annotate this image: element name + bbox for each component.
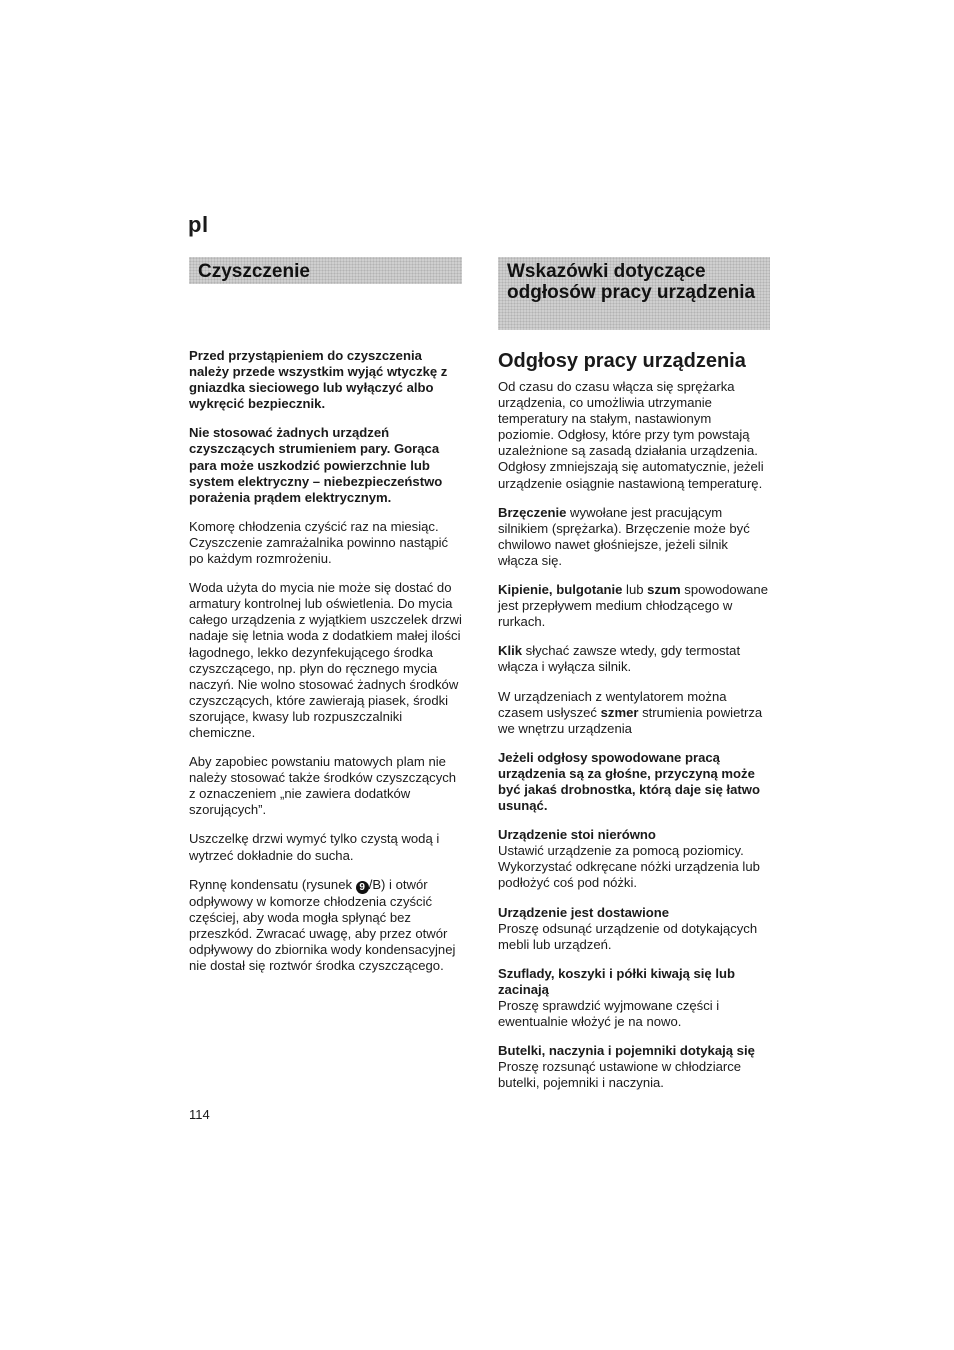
steam-warning: Nie stosować żadnych urządzeń czyszczących strumieniem pary. Gorąca para może uszkodzić powierzchnie lub system elektryczny – niebezpieczeństwo porażenia prądem elektrycznym.	[189, 425, 443, 505]
troubleshooting-item-heading: Urządzenie stoi nierówno	[498, 827, 656, 843]
condensate-text-end: /B) i otwór odpływowy w komorze chłodzenia czyścić częściej, aby woda mogła spłynąć bez przeszkód. Zwracać uwagę, aby przez otwór odpływowy do zbiornika wody kondensacyjnej nie dostał się roztwór środka czyszczącego.	[189, 876, 456, 973]
troubleshooting-item	[498, 827, 770, 891]
door-seal-note: Uszczelkę drzwi wymyć tylko czystą wodą i wytrzeć dokładnie do sucha.	[189, 831, 440, 863]
noise-heading: Wskazówki dotyczące odgłosów pracy urządzenia	[498, 257, 770, 330]
condensate-note	[189, 877, 462, 974]
troubleshooting-item-heading: Urządzenie jest dostawione	[498, 904, 669, 920]
hum-term: szum	[647, 582, 681, 598]
condensate-text-start: Rynnę kondensatu (rysunek	[189, 876, 356, 892]
noise-title: Odgłosy pracy urządzenia	[498, 350, 746, 372]
matte-stains-note: Aby zapobiec powstaniu matowych plam nie należy stosować także środków czyszczących z oznaczeniem „nie zawiera dodatków szorujących”.	[189, 754, 457, 818]
troubleshooting-item-text: Proszę sprawdzić wyjmowane części i ewentualnie włożyć je na nowo.	[498, 998, 720, 1030]
troubleshooting-item-text: Proszę odsunąć urządzenie od dotykających mebli lub urządzeń.	[498, 920, 758, 952]
troubleshooting-item	[498, 966, 770, 1030]
cleaning-body	[189, 348, 462, 974]
troubleshooting-item	[498, 905, 770, 953]
fan-text-start: W urządzeniach z wentylatorem można czasem usłyszeć	[498, 688, 727, 720]
troubleshooting-item-heading: Szuflady, koszyki i półki kiwają się lub zacinają	[498, 965, 735, 997]
boil-term: Kipienie, bulgotanie	[498, 582, 623, 598]
noise-body	[498, 349, 770, 1091]
fan-text-end: strumienia powietrza we wnętrzu urządzenia	[498, 704, 763, 736]
fan-paragraph	[498, 689, 770, 737]
boil-text: spowodowane jest przepływem medium chłodzącego w rurkach.	[498, 582, 768, 630]
click-text: słychać zawsze wtedy, gdy termostat włącza i wyłącza silnik.	[498, 643, 741, 675]
click-paragraph	[498, 643, 770, 675]
buzz-text: wywołane jest pracującym silnikiem (sprężarka). Brzęczenie może być chwilowo nawet głośniejsze, jeżeli silnik włącza się.	[498, 504, 750, 568]
washing-instructions: Woda użyta do mycia nie może się dostać do armatury kontrolnej lub oświetlenia. Do mycia całego urządzenia z wyjątkiem uszczelek drzwi nadaje się letnia woda z dodatkiem małej ilości łagodnego, lekko dezynfekującego środka czyszczącego, np. płyn do ręcznego mycia naczyń. Nie wolno stosować żadnych środków czyszczących, które zawierają piasek, środki szorujące, kwasy lub rozpuszczalniki chemiczne.	[189, 580, 462, 740]
cleaning-column	[189, 257, 462, 987]
page-number: 114	[189, 1107, 210, 1122]
figure-number-badge: 9	[356, 881, 369, 894]
noise-column	[498, 257, 770, 1104]
troubleshooting-item-text: Ustawić urządzenie za pomocą poziomicy. Wykorzystać odkręcane nóżki urządzenia lub podłożyć coś pod nóżki.	[498, 843, 760, 891]
cleaning-heading: Czyszczenie	[189, 257, 462, 284]
click-term: Klik	[498, 643, 523, 659]
cleaning-frequency: Komorę chłodzenia czyścić raz na miesiąc. Czyszczenie zamrażalnika powinno nastąpić po każdym rozmrożeniu.	[189, 518, 449, 567]
troubleshooting-item	[498, 1043, 770, 1091]
fan-term: szmer	[600, 704, 639, 720]
loud-noise-warning: Jeżeli odgłosy spowodowane pracą urządzenia są za głośne, przyczyną może być jakaś drobnostka, którą daje się łatwo usunąć.	[498, 749, 760, 814]
boil-connector: lub	[622, 582, 648, 598]
troubleshooting-list	[498, 827, 770, 1091]
language-code: pl	[188, 212, 209, 237]
unplug-warning: Przed przystąpieniem do czyszczenia należy przede wszystkim wyjąć wtyczkę z gniazdka sieciowego lub wyłączyć albo wykręcić bezpiecznik.	[189, 348, 448, 412]
buzz-paragraph	[498, 505, 770, 569]
noise-intro: Od czasu do czasu włącza się sprężarka urządzenia, co umożliwia utrzymanie temperatury na stałym, nastawionym poziomie. Odgłosy, które przy tym powstają uzależnione są zasadą działania urządzenia. Odgłosy zmniejszają się automatycznie, jeżeli urządzenie osiągnie nastawioną temperaturę.	[498, 379, 764, 491]
boil-paragraph	[498, 582, 770, 630]
troubleshooting-item-heading: Butelki, naczynia i pojemniki dotykają się	[498, 1043, 755, 1059]
troubleshooting-item-text: Proszę rozsunąć ustawione w chłodziarce butelki, pojemniki i naczynia.	[498, 1059, 742, 1091]
buzz-term: Brzęczenie	[498, 504, 567, 520]
